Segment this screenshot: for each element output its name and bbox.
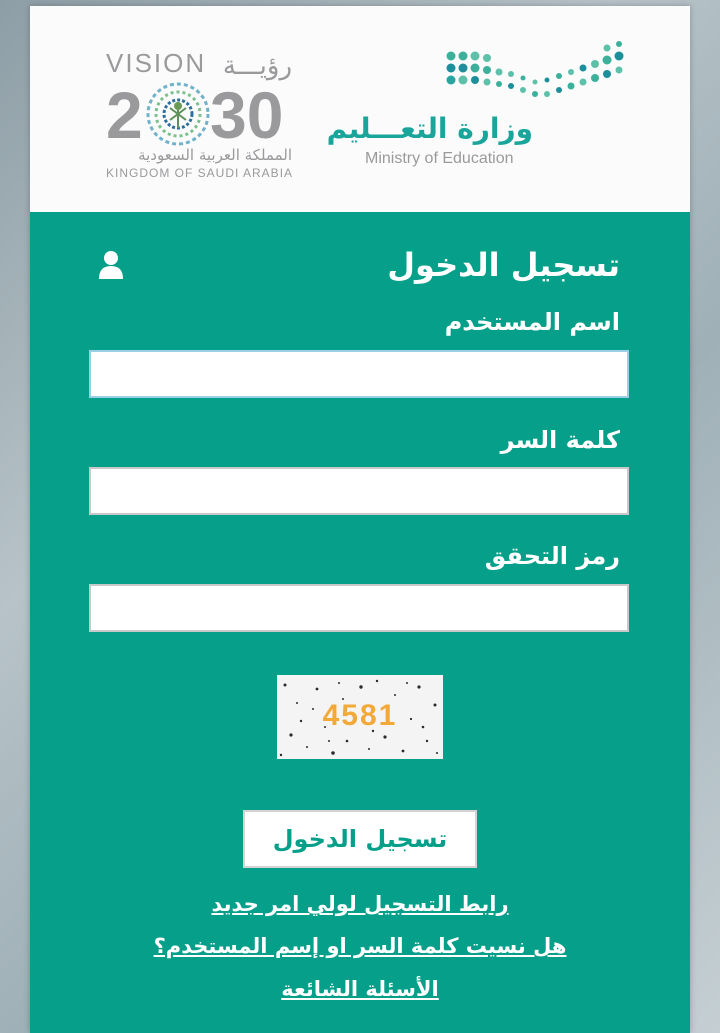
user-icon xyxy=(98,250,124,280)
captcha-input[interactable] xyxy=(89,584,629,632)
ministry-dots-icon xyxy=(447,41,624,97)
vision-year-left: 2 xyxy=(106,78,143,152)
captcha-code: 4581 xyxy=(322,699,398,732)
header xyxy=(30,6,690,212)
ministry-of-education-logo xyxy=(326,46,623,176)
forgot-credentials-link[interactable]: هل نسيت كلمة السر او إسم المستخدم؟ xyxy=(153,934,567,958)
captcha-image xyxy=(277,675,443,759)
username-label: اسم المستخدم xyxy=(444,308,620,336)
password-input[interactable] xyxy=(89,467,629,515)
guardian-register-link[interactable]: رابط التسجيل لولي امر جديد xyxy=(211,892,509,916)
vision-arabic-word: رؤيـــة xyxy=(222,51,292,81)
login-card xyxy=(30,6,690,1033)
vision-emblem-icon xyxy=(148,84,208,144)
password-label: كلمة السر xyxy=(500,426,620,454)
username-input[interactable] xyxy=(89,350,629,398)
login-panel xyxy=(30,212,690,1033)
captcha-label: رمز التحقق xyxy=(484,542,620,570)
vision-2030-logo xyxy=(106,46,296,181)
faq-link[interactable]: الأسئلة الشائعة xyxy=(281,977,439,1001)
vision-word: VISION xyxy=(106,48,207,78)
vision-kingdom-english: KINGDOM OF SAUDI ARABIA xyxy=(106,166,294,180)
ministry-name-arabic: وزارة التعـــليم xyxy=(326,112,533,145)
login-submit-button[interactable]: تسجيل الدخول xyxy=(243,810,477,868)
vision-year-right: 30 xyxy=(210,78,284,152)
vision-kingdom-arabic: المملكة العربية السعودية xyxy=(138,146,292,164)
ministry-name-english: Ministry of Education xyxy=(365,150,514,167)
login-title: تسجيل الدخول xyxy=(387,246,620,284)
